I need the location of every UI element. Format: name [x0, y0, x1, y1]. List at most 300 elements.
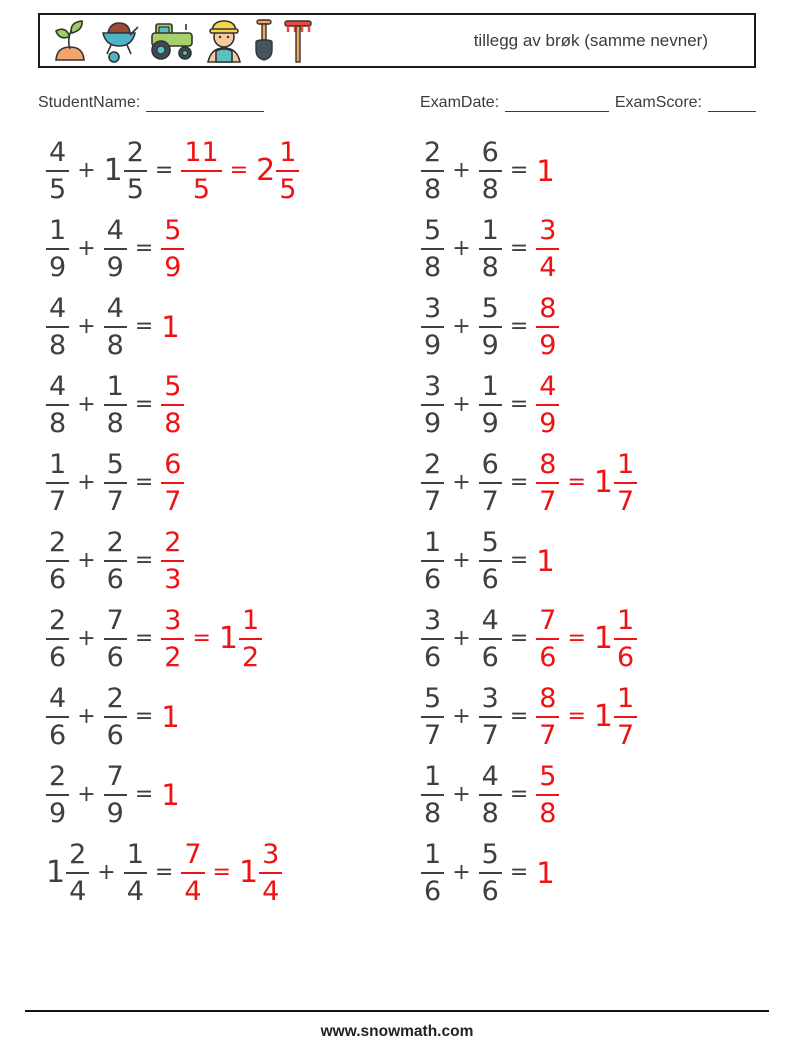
numerator: 3 — [421, 295, 444, 328]
plus-operator: + — [77, 158, 96, 183]
numerator: 2 — [46, 763, 69, 796]
fraction-stack — [614, 451, 637, 515]
equals-operator: = — [134, 236, 154, 261]
fraction-stack — [124, 139, 147, 203]
fraction-stack — [421, 217, 444, 281]
equals-operator: = — [134, 392, 154, 417]
problem — [397, 444, 756, 522]
mixed-number — [594, 451, 637, 515]
fraction-stack — [536, 763, 559, 827]
denominator: 4 — [126, 876, 144, 907]
fraction-stack — [536, 451, 559, 515]
numerator: 8 — [536, 295, 559, 328]
numerator: 4 — [104, 295, 127, 328]
problem — [38, 678, 397, 756]
numerator: 5 — [421, 217, 444, 250]
fraction-stack — [66, 841, 89, 905]
denominator: 7 — [106, 486, 124, 517]
fraction-stack — [421, 451, 444, 515]
equals-operator: = — [192, 626, 211, 651]
denominator: 4 — [69, 876, 87, 907]
denominator: 6 — [481, 642, 499, 673]
plus-operator: + — [77, 236, 96, 261]
equals-operator: = — [154, 860, 174, 885]
denominator: 9 — [49, 798, 67, 829]
equals-operator: = — [567, 626, 586, 651]
problem — [397, 522, 756, 600]
fraction — [104, 685, 127, 749]
mixed-number — [594, 607, 637, 671]
denominator: 3 — [164, 564, 182, 595]
fraction — [104, 451, 127, 515]
denominator: 7 — [164, 486, 182, 517]
fraction-stack — [46, 217, 69, 281]
fraction-stack — [104, 451, 127, 515]
fraction — [421, 763, 444, 827]
fraction — [46, 763, 69, 827]
numerator: 2 — [46, 607, 69, 640]
fraction — [46, 373, 69, 437]
problem — [38, 756, 397, 834]
denominator: 7 — [49, 486, 67, 517]
plus-operator: + — [452, 626, 471, 651]
whole-number-answer: 1 — [161, 699, 180, 734]
fraction-stack — [46, 295, 69, 359]
fraction-stack — [536, 607, 559, 671]
fraction — [181, 841, 204, 905]
mixed-number — [46, 841, 89, 905]
equals-operator: = — [509, 548, 529, 573]
fraction — [46, 295, 69, 359]
problem — [397, 678, 756, 756]
equals-operator: = — [134, 548, 154, 573]
fraction — [161, 607, 184, 671]
website-url: www.snowmath.com — [320, 1023, 474, 1040]
fraction — [161, 373, 184, 437]
numerator: 4 — [46, 139, 69, 172]
problem — [38, 444, 397, 522]
numerator: 4 — [536, 373, 559, 406]
fraction-stack — [161, 607, 184, 671]
problem — [397, 132, 756, 210]
denominator: 5 — [49, 174, 67, 205]
denominator: 8 — [481, 252, 499, 283]
whole-number-answer: 1 — [536, 855, 555, 890]
denominator: 6 — [49, 720, 67, 751]
numerator: 4 — [104, 217, 127, 250]
plus-operator: + — [77, 392, 96, 417]
fraction — [421, 451, 444, 515]
problem — [38, 834, 397, 912]
denominator: 8 — [424, 252, 442, 283]
denominator: 9 — [106, 798, 124, 829]
fraction-stack — [46, 451, 69, 515]
footer — [25, 1010, 769, 1041]
denominator: 6 — [106, 564, 124, 595]
numerator: 3 — [421, 373, 444, 406]
problem — [397, 600, 756, 678]
denominator: 9 — [481, 330, 499, 361]
numerator: 4 — [479, 607, 502, 640]
numerator: 6 — [161, 451, 184, 484]
equals-operator: = — [229, 158, 249, 183]
denominator: 6 — [106, 642, 124, 673]
fraction — [536, 217, 559, 281]
problem — [397, 756, 756, 834]
denominator: 7 — [616, 486, 635, 517]
numerator: 5 — [161, 373, 184, 406]
fraction-stack — [479, 529, 502, 593]
denominator: 8 — [481, 798, 499, 829]
fraction — [46, 451, 69, 515]
fraction-stack — [479, 295, 502, 359]
numerator: 2 — [161, 529, 184, 562]
numerator: 4 — [479, 763, 502, 796]
fraction — [421, 295, 444, 359]
header-box — [38, 13, 756, 68]
denominator: 9 — [424, 408, 442, 439]
fraction-stack — [181, 139, 221, 203]
plus-operator: + — [97, 860, 116, 885]
whole-number-answer: 1 — [161, 309, 180, 344]
fraction-stack — [479, 217, 502, 281]
whole-number-answer: 1 — [536, 543, 555, 578]
fraction — [46, 607, 69, 671]
denominator: 7 — [616, 720, 635, 751]
fraction — [479, 841, 502, 905]
fraction — [536, 295, 559, 359]
numerator: 7 — [181, 841, 204, 874]
fraction-stack — [161, 217, 184, 281]
numerator: 2 — [421, 139, 444, 172]
fraction-stack — [421, 373, 444, 437]
fraction-stack — [536, 373, 559, 437]
equals-operator: = — [134, 782, 154, 807]
numerator: 7 — [104, 763, 127, 796]
fraction-stack — [124, 841, 147, 905]
problem — [397, 210, 756, 288]
fraction — [536, 685, 559, 749]
denominator: 8 — [49, 330, 67, 361]
denominator: 6 — [424, 642, 442, 673]
problem — [38, 522, 397, 600]
shovel-icon — [252, 18, 276, 64]
fraction — [124, 841, 147, 905]
denominator: 9 — [481, 408, 499, 439]
fraction-stack — [181, 841, 204, 905]
numerator: 2 — [66, 841, 89, 874]
denominator: 7 — [424, 486, 442, 517]
whole-part: 1 — [593, 699, 613, 734]
plus-operator: + — [452, 782, 471, 807]
student-name-blank — [146, 97, 264, 112]
denominator: 7 — [424, 720, 442, 751]
numerator: 8 — [536, 685, 559, 718]
denominator: 4 — [184, 876, 202, 907]
exam-date-field — [420, 94, 609, 112]
numerator: 1 — [479, 373, 502, 406]
fraction — [104, 529, 127, 593]
fraction-stack — [421, 529, 444, 593]
exam-score-label: ExamScore: — [614, 94, 702, 111]
numerator: 6 — [479, 139, 502, 172]
denominator: 4 — [539, 252, 557, 283]
fraction — [479, 763, 502, 827]
fraction — [421, 685, 444, 749]
fraction — [479, 373, 502, 437]
fraction — [479, 529, 502, 593]
farm-icon-strip — [40, 18, 313, 64]
fraction-stack — [46, 139, 69, 203]
fraction — [46, 217, 69, 281]
fraction-stack — [479, 841, 502, 905]
plus-operator: + — [77, 548, 96, 573]
fraction — [536, 451, 559, 515]
numerator: 11 — [181, 139, 221, 172]
fraction-stack — [276, 139, 299, 203]
fraction — [104, 763, 127, 827]
numerator: 5 — [479, 841, 502, 874]
fraction-stack — [239, 607, 262, 671]
mixed-number — [104, 139, 147, 203]
numerator: 3 — [161, 607, 184, 640]
denominator: 6 — [616, 642, 635, 673]
fraction-stack — [104, 607, 127, 671]
mixed-number — [239, 841, 282, 905]
plus-operator: + — [452, 704, 471, 729]
denominator: 6 — [49, 642, 67, 673]
equals-operator: = — [154, 158, 174, 183]
fraction — [421, 373, 444, 437]
numerator: 1 — [614, 607, 637, 640]
whole-part: 1 — [103, 153, 123, 188]
numerator: 3 — [259, 841, 282, 874]
plus-operator: + — [452, 860, 471, 885]
denominator: 5 — [192, 174, 211, 205]
denominator: 9 — [539, 330, 557, 361]
denominator: 8 — [424, 798, 442, 829]
fraction — [421, 139, 444, 203]
fraction-stack — [614, 607, 637, 671]
equals-operator: = — [509, 158, 529, 183]
denominator: 8 — [106, 408, 124, 439]
fraction — [479, 295, 502, 359]
whole-part: 1 — [238, 855, 259, 890]
student-name-field — [38, 94, 420, 112]
fraction-stack — [46, 607, 69, 671]
exam-date-blank — [505, 97, 609, 112]
fraction-stack — [536, 295, 559, 359]
numerator: 6 — [479, 451, 502, 484]
fraction-stack — [614, 685, 637, 749]
plus-operator: + — [77, 782, 96, 807]
equals-operator: = — [509, 236, 529, 261]
plus-operator: + — [77, 704, 96, 729]
equals-operator: = — [509, 782, 529, 807]
fraction — [421, 217, 444, 281]
equals-operator: = — [567, 470, 586, 495]
numerator: 5 — [479, 295, 502, 328]
fraction — [536, 607, 559, 671]
numerator: 5 — [479, 529, 502, 562]
fraction-stack — [46, 373, 69, 437]
numerator: 1 — [276, 139, 299, 172]
denominator: 8 — [539, 798, 557, 829]
numerator: 1 — [46, 451, 69, 484]
fraction-stack — [104, 529, 127, 593]
student-name-label: StudentName: — [38, 94, 141, 111]
fraction — [536, 373, 559, 437]
equals-operator: = — [509, 860, 529, 885]
numerator: 5 — [161, 217, 184, 250]
denominator: 6 — [539, 642, 557, 673]
plus-operator: + — [77, 470, 96, 495]
problem — [397, 834, 756, 912]
equals-operator: = — [134, 470, 154, 495]
denominator: 6 — [424, 564, 442, 595]
problem — [397, 288, 756, 366]
fraction-stack — [104, 373, 127, 437]
whole-part: 1 — [218, 621, 238, 656]
denominator: 8 — [49, 408, 67, 439]
denominator: 7 — [539, 486, 557, 517]
denominator: 2 — [164, 642, 182, 673]
numerator: 7 — [536, 607, 559, 640]
numerator: 1 — [479, 217, 502, 250]
denominator: 8 — [164, 408, 182, 439]
fraction — [161, 529, 184, 593]
mixed-number — [256, 139, 299, 203]
whole-number-answer: 1 — [161, 777, 180, 812]
fraction-stack — [161, 451, 184, 515]
rake-icon — [283, 18, 313, 64]
fraction-stack — [421, 139, 444, 203]
fraction — [104, 295, 127, 359]
whole-part: 1 — [593, 465, 613, 500]
seedling-icon — [50, 18, 90, 64]
fraction-stack — [104, 763, 127, 827]
fraction-stack — [421, 763, 444, 827]
mixed-number — [594, 685, 637, 749]
numerator: 1 — [614, 451, 637, 484]
whole-number-answer: 1 — [536, 153, 555, 188]
fraction-stack — [46, 529, 69, 593]
fraction-stack — [479, 451, 502, 515]
fraction-stack — [161, 529, 184, 593]
equals-operator: = — [212, 860, 231, 885]
denominator: 8 — [424, 174, 442, 205]
numerator: 7 — [104, 607, 127, 640]
plus-operator: + — [77, 626, 96, 651]
numerator: 1 — [46, 217, 69, 250]
denominator: 6 — [49, 564, 67, 595]
farmer-icon — [203, 18, 245, 64]
denominator: 6 — [106, 720, 124, 751]
plus-operator: + — [452, 158, 471, 183]
fraction — [181, 139, 221, 203]
fraction-stack — [479, 763, 502, 827]
denominator: 9 — [424, 330, 442, 361]
whole-part: 2 — [256, 153, 276, 188]
denominator: 9 — [539, 408, 557, 439]
fraction-stack — [104, 685, 127, 749]
fraction — [479, 139, 502, 203]
denominator: 6 — [424, 876, 442, 907]
numerator: 2 — [104, 529, 127, 562]
equals-operator: = — [509, 392, 529, 417]
numerator: 2 — [124, 139, 147, 172]
equals-operator: = — [509, 470, 529, 495]
exam-score-blank — [708, 97, 756, 112]
numerator: 4 — [46, 295, 69, 328]
numerator: 1 — [124, 841, 147, 874]
problem — [38, 132, 397, 210]
denominator: 8 — [481, 174, 499, 205]
fraction-stack — [161, 373, 184, 437]
fraction-stack — [421, 295, 444, 359]
numerator: 2 — [46, 529, 69, 562]
numerator: 3 — [421, 607, 444, 640]
fraction-stack — [479, 607, 502, 671]
whole-part: 1 — [46, 855, 66, 890]
numerator: 2 — [104, 685, 127, 718]
fraction-stack — [421, 607, 444, 671]
plus-operator: + — [452, 392, 471, 417]
fraction — [46, 139, 69, 203]
denominator: 9 — [164, 252, 182, 283]
equals-operator: = — [509, 314, 529, 339]
fraction — [104, 607, 127, 671]
denominator: 7 — [481, 720, 499, 751]
numerator: 1 — [421, 763, 444, 796]
exam-date-label: ExamDate: — [420, 94, 500, 111]
denominator: 6 — [481, 564, 499, 595]
fraction-stack — [104, 295, 127, 359]
denominator: 9 — [106, 252, 124, 283]
denominator: 8 — [106, 330, 124, 361]
fraction — [421, 529, 444, 593]
exam-fields-row — [38, 94, 756, 112]
numerator: 1 — [421, 841, 444, 874]
plus-operator: + — [77, 314, 96, 339]
fraction — [536, 763, 559, 827]
fraction-stack — [536, 217, 559, 281]
plus-operator: + — [452, 470, 471, 495]
plus-operator: + — [452, 548, 471, 573]
numerator: 1 — [239, 607, 262, 640]
denominator: 5 — [279, 174, 297, 205]
problem — [397, 366, 756, 444]
fraction — [479, 451, 502, 515]
problem — [38, 288, 397, 366]
fraction-stack — [479, 139, 502, 203]
numerator: 3 — [536, 217, 559, 250]
equals-operator: = — [134, 704, 154, 729]
fraction — [479, 685, 502, 749]
denominator: 4 — [262, 876, 280, 907]
fraction — [161, 451, 184, 515]
numerator: 4 — [46, 373, 69, 406]
fraction-stack — [421, 685, 444, 749]
fraction — [104, 217, 127, 281]
footer-divider — [25, 1010, 769, 1012]
equals-operator: = — [567, 704, 586, 729]
fraction-stack — [46, 763, 69, 827]
numerator: 1 — [421, 529, 444, 562]
fraction — [421, 607, 444, 671]
fraction-stack — [421, 841, 444, 905]
equals-operator: = — [134, 626, 154, 651]
